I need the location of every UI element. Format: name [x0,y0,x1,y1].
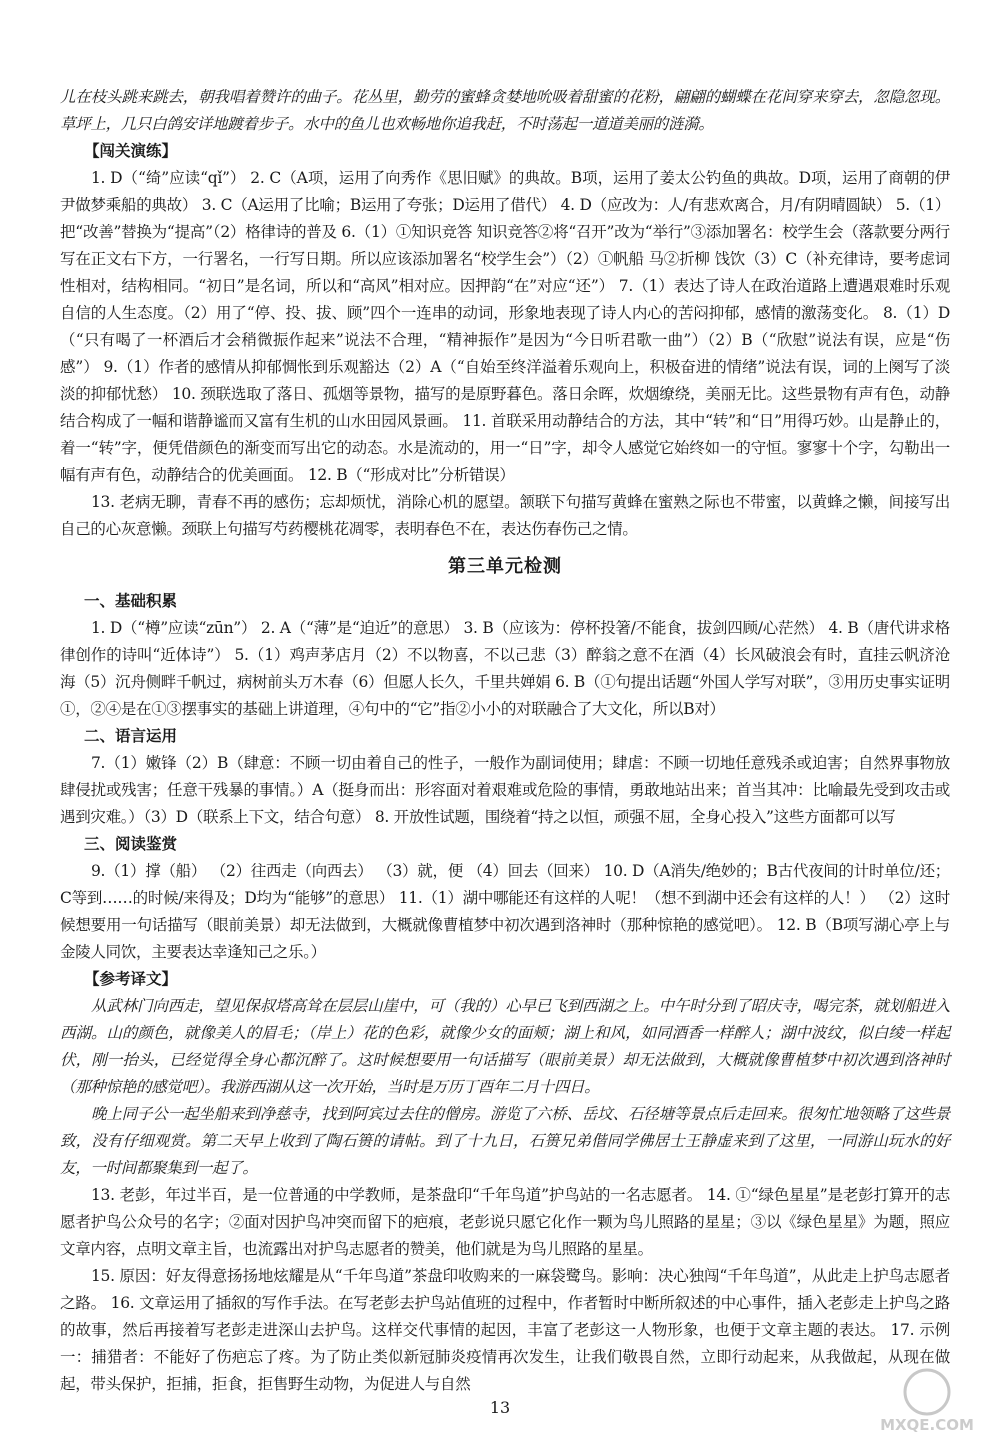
page-number: 13 [489,1398,511,1417]
answers-basic: 1. D（“樽”应读“zūn”） 2. A（“薄”是“迫近”的意思） 3. B（应该为：停杯投箸/不能食，拔剑四顾/心茫然） 4. B（唐代讲求格律创作的诗叫“近体诗”） 5.（1）鸡声茅店月（2）不以物喜，不以己悲（3）醉翁之意不在酒（4）长风破浪会有时，直挂云帆济沧海（5）沉舟侧畔千帆过，病树前头万木春（6）但愿人长久，千里共婵娟 6. B（①句提出话题“外国人学写对联”，③用历史事实证明①，②④是在①③摆事实的基础上讲道理，④句中的“它”指②小小的对联融合了大文化，所以B对） [60,619,950,718]
answers-13-14: 13. 老彭，年过半百，是一位普通的中学教师，是茶盘印“千年鸟道”护鸟站的一名志愿者。 14. ①“绿色星星”是老彭打算开的志愿者护鸟公众号的名字；②面对因护鸟冲突而留下的疤痕，老彭说只愿它化作一颗为鸟儿照路的星星；③以《绿色星星》为题，照应文章内容，点明文章主旨，也流露出对护鸟志愿者的赞美，他们就是为鸟儿照路的星星。 [60,1186,950,1258]
translation-paragraph-2: 晚上同子公一起坐船来到净慈寺，找到阿宾过去住的僧房。游览了六桥、岳坟、石径塘等景点后走回来。很匆忙地领略了这些景致，没有仔细观赏。第二天早上收到了陶石篑的请帖。到了十九日，石篑兄弟偕同学佛居士王静虚来到了这里，一同游山玩水的好友，一时间都聚集到一起了。 [60,1105,950,1177]
section-title: 第三单元检测 [448,556,562,577]
answers-language: 7.（1）嫩锋（2）B（肆意：不顾一切由着自己的性子，一般作为副词使用；肆虐：不顾一切地任意残杀或迫害；自然界事物放肆侵扰或残害；任意干残暴的事情。）A（挺身而出：形容面对着艰难或危险的事情，勇敢地站出来；首当其冲：比喻最先受到攻击或遇到灾难。）（3）D（联系上下文，结合句意） 8. 开放性试题，围绕着“持之以恒，顽强不屈，全身心投入”这些方面都可以写 [60,754,950,826]
answer-13: 13. 老病无聊，青春不再的感伤；忘却烦忧，消除心机的愿望。颔联下句描写黄蜂在蜜熟之际也不带蜜，以黄蜂之懒，间接写出自己的心灰意懒。颈联上句描写芍药樱桃花凋零，表明春色不在，表达伤春伤己之情。 [60,493,950,538]
answers-practice: 1. D（“绮”应读“qǐ”） 2. C（A项，运用了向秀作《思旧赋》的典故。B项，运用了姜太公钓鱼的典故。D项，运用了商朝的伊尹做梦乘船的典故） 3. C（A运用了比喻；B运用了夸张；D运用了借代） 4. D（应改为：人/有悲欢离合，月/有阴晴圆缺） 5.（1）把“改善”替换为“提高”（2）格律诗的普及 6.（1）①知识竞答 知识竞答②将“召开”改为“举行”③添加署名：校学生会（落款要分两行写在正文右下方，一行署名，一行写日期。所以应该添加署名“校学生会”）（2）①帆船 马②折柳 饯饮（3）C（补充律诗，要考虑词性相对，结构相同。“初日”是名词，所以和“高风”相对应。因押韵“在”对应“还”） 7.（1）表达了诗人在政治道路上遭遇艰难时乐观自信的人生态度。（2）用了“停、投、拔、顾”四个一连串的动词，形象地表现了诗人内心的苦闷抑郁，感情的激荡变化。 8.（1）D（“只有喝了一杯酒后才会稍微振作起来”说法不合理，“精神振作”是因为“今日听君歌一曲”）（2）B（“欣慰”说法有误，应是“伤感”） 9.（1）作者的感情从抑郁惆怅到乐观豁达（2）A（“自始至终洋溢着乐观向上，积极奋进的情绪”说法有误，词的上阕写了淡淡的抑郁忧愁） 10. 颈联选取了落日、孤烟等景物，描写的是原野暮色。落日余晖，炊烟缭绕，美丽无比。这些景物有声有色，动静结合构成了一幅和谐静谧而又富有生机的山水田园风景画。 11. 首联采用动静结合的方法，其中“转”和“日”用得巧妙。山是静止的，着一“转”字，便凭借颜色的渐变而写出它的动态。水是流动的，用一“日”字，却令人感觉它始终如一的守恒。寥寥十个字，勾勒出一幅有声有色，动静结合的优美画面。 12. B（“形成对比”分析错误） [60,169,950,484]
top-section [60,84,950,543]
heading-practice: 【闯关演练】 [84,142,178,160]
watermark-text: MXQE.COM [880,1416,974,1434]
watermark-ring [905,1370,949,1414]
heading-translation: 【参考译文】 [84,970,178,988]
heading-basic: 一、基础积累 [84,592,178,610]
watermark-logo [862,1366,992,1436]
answers-15-17: 15. 原因：好友得意扬扬地炫耀是从“千年鸟道”茶盘印收购来的一麻袋鹭鸟。影响：决心独闯“千年鸟道”，从此走上护鸟志愿者之路。 16. 文章运用了插叙的写作手法。在写老彭去护鸟站值班的过程中，作者暂时中断所叙述的中心事件，插入老彭走上护鸟之路的故事，然后再接着写老彭走进深山去护鸟。这样交代事情的起因，丰富了老彭这一人物形象，也便于文章主题的表达。 17. 示例一：捕猎者：不能好了伤疤忘了疼。为了防止类似新冠肺炎疫情再次发生，让我们敬畏自然，立即行动起来，从我做起，从现在做起，带头保护，拒捕，拒食，拒售野生动物，为促进人与自然 [60,1267,950,1393]
heading-reading: 三、阅读鉴赏 [84,835,178,853]
translation-paragraph-1: 从武林门向西走，望见保叔塔高耸在层层山崖中，可（我的）心早已飞到西湖之上。中午时分到了昭庆寺，喝完茶，就划船进入西湖。山的颜色，就像美人的眉毛；（岸上）花的色彩，就像少女的面颊；湖上和风，如同酒香一样醉人；湖中波纹，似白绫一样起伏，刚一抬头，已经觉得全身心都沉醉了。这时候想要用一句话描写（眼前美景）却无法做到，大概就像曹植梦中初次遇到洛神时（那种惊艳的感觉吧）。我游西湖从这一次开始，当时是万历丁酉年二月十四日。 [60,997,950,1096]
heading-language: 二、语言运用 [84,727,178,745]
unit-three-section [60,544,950,1398]
answers-reading: 9.（1）撑（船） （2）往西走（向西去） （3）就，便 （4）回去（回来） 10. D（A消失/绝妙的；B古代夜间的计时单位/还；C等到……的时候/来得及；D均为“能够”的意思） 11.（1）湖中哪能还有这样的人呢！（想不到湖中还会有这样的人！） （2）这时候想要用一句话描写（眼前美景）却无法做到，大概就像曹植梦中初次遇到洛神时（那种惊艳的感觉吧）。 12. B（B项写湖心亭上与金陵人同饮，主要表达幸逢知己之乐。） [60,862,950,961]
essay-tail: 儿在枝头跳来跳去，朝我唱着赞许的曲子。花丛里，勤劳的蜜蜂贪婪地吮吸着甜蜜的花粉，翩翩的蝴蝶在花间穿来穿去，忽隐忽现。草坪上，几只白鸽安详地踱着步子。水中的鱼儿也欢畅地你追我赶，不时荡起一道道美丽的涟漪。 [60,88,950,133]
